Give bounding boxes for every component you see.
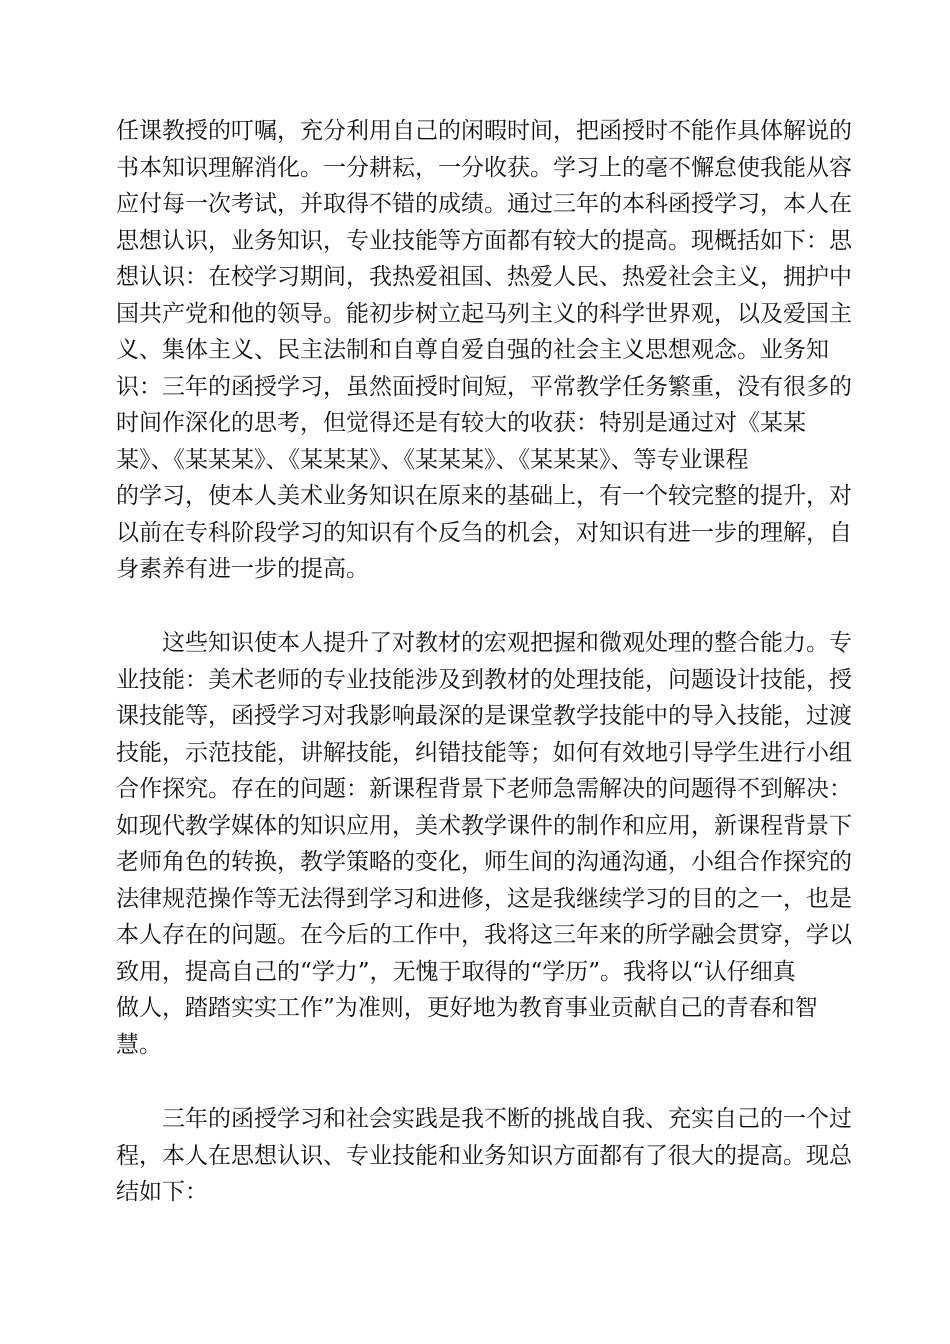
text-line: 以前在专科阶段学习的知识有个反刍的机会，对知识有进一步的理解，自 [116,519,852,546]
text-line: 慧。 [116,1031,162,1058]
text-line: 如现代教学媒体的知识应用，美术教学课件的制作和应用，新课程背景下 [116,812,852,839]
text-line: 三年的函授学习和社会实践是我不断的挑战自我、充实自己的一个过 [116,1106,852,1132]
text-line: 任课教授的叮嘱，充分利用自己的闲暇时间，把函授时不能作具体解说的 [116,118,852,144]
text-line: 的学习，使本人美术业务知识在原来的基础上，有一个较完整的提升，对 [116,483,852,509]
text-line: 身素养有进一步的提高。 [116,556,369,582]
paragraph-2 [116,625,852,1063]
text-line: 课技能等，函授学习对我影响最深的是课堂教学技能中的导入技能，过渡 [116,703,852,729]
text-line: 义、集体主义、民主法制和自尊自爱自强的社会主义思想观念。业务知 [116,337,829,363]
text-line: 技能，示范技能，讲解技能，纠错技能等；如何有效地引导学生进行小组 [116,739,852,766]
text-line: 合作探究。存在的问题：新课程背景下老师急需解决的问题得不到解决： [116,776,852,802]
text-line: 法律规范操作等无法得到学习和进修，这是我继续学习的目的之一，也是 [116,885,852,912]
paragraph-3 [116,1101,852,1211]
text-line: 这些知识使本人提升了对教材的宏观把握和微观处理的整合能力。专 [116,630,852,656]
text-line: 想认识：在校学习期间，我热爱祖国、热爱人民、热爱社会主义，拥护中 [116,264,852,290]
text-line: 思想认识，业务知识，专业技能等方面都有较大的提高。现概括如下：思 [116,227,852,254]
text-line: 识：三年的函授学习，虽然面授时间短，平常教学任务繁重，没有很多的 [116,373,852,400]
text-line: 致用，提高自己的“学力”，无愧于取得的“学历”。我将以“认仔细真 [116,958,796,985]
paragraph-1 [116,113,852,588]
text-line: 业技能：美术老师的专业技能涉及到教材的处理技能，问题设计技能，授 [116,666,852,693]
text-line: 书本知识理解消化。一分耕耘，一分收获。学习上的毫不懈怠使我能从容 [116,154,852,181]
text-line: 做人，踏踏实实工作”为准则，更好地为教育事业贡献自己的青春和智 [116,995,818,1021]
text-line: 结如下： [116,1179,208,1205]
text-line: 应付每一次考试，并取得不错的成绩。通过三年的本科函授学习，本人在 [116,191,852,217]
text-line: 老师角色的转换，教学策略的变化，师生间的沟通沟通，小组合作探究的 [116,849,852,875]
text-line: 时间作深化的思考，但觉得还是有较大的收获：特别是通过对《某某 [116,410,806,436]
text-line: 本人存在的问题。在今后的工作中，我将这三年来的所学融会贯穿，学以 [116,922,852,948]
text-line: 程，本人在思想认识、专业技能和业务知识方面都有了很大的提高。现总 [116,1142,852,1169]
text-line: 某》、《某某某》、《某某某》、《某某某》、《某某某》、等专业课程 [116,446,749,473]
text-line: 国共产党和他的领导。能初步树立起马列主义的科学世界观，以及爱国主 [116,300,852,327]
